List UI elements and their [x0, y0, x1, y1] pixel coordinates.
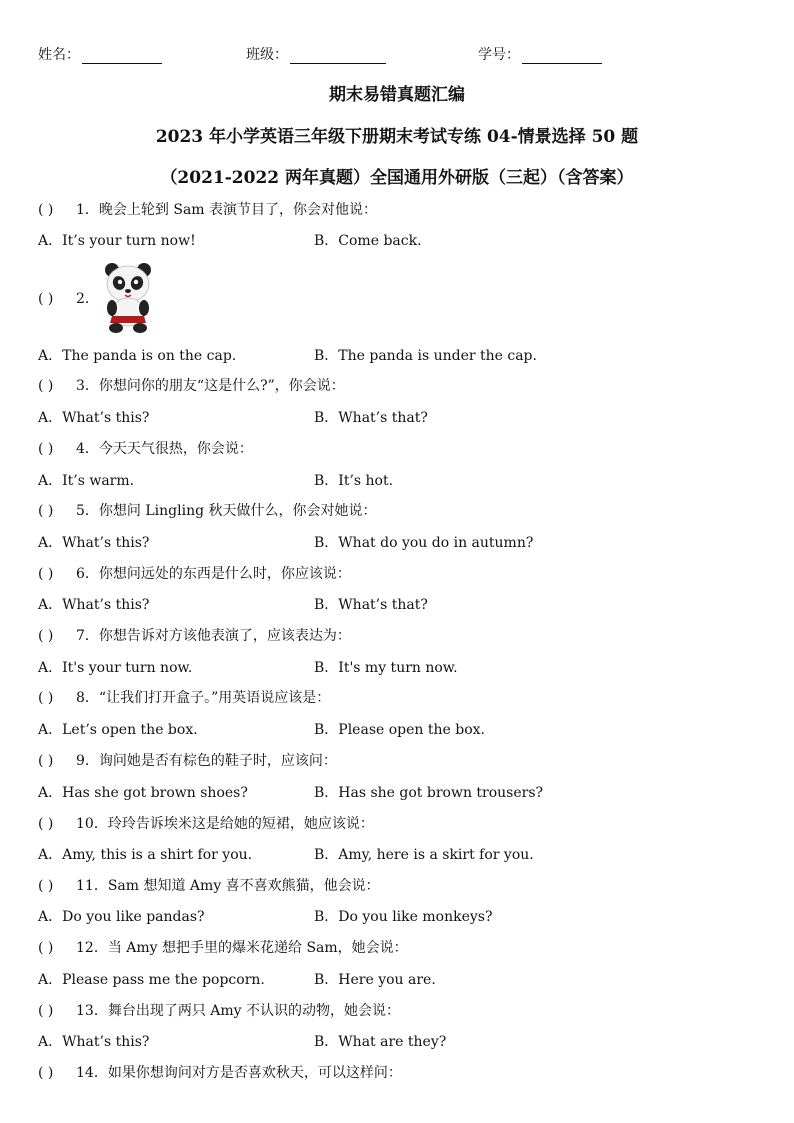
question-4 — [38, 440, 253, 458]
question-1 — [38, 201, 377, 219]
question-stem: 13．舞台出现了两只 Amy 不认识的动物，她会说： — [76, 1003, 401, 1019]
question-12 — [38, 939, 408, 957]
answer-bracket[interactable]: ( ) — [38, 690, 54, 706]
question-5 — [38, 502, 377, 520]
answer-bracket[interactable]: ( ) — [38, 753, 54, 769]
question-stem: 2． — [76, 291, 99, 307]
option-a[interactable]: A．Let’s open the box. — [38, 722, 198, 738]
option-a[interactable]: A．Please pass me the popcorn. — [38, 972, 265, 988]
question-8 — [38, 689, 330, 707]
option-a[interactable]: A．Has she got brown shoes? — [38, 785, 248, 801]
student-id-field — [478, 44, 602, 64]
answer-bracket[interactable]: ( ) — [38, 1065, 54, 1081]
question-14 — [38, 1064, 402, 1082]
question-3 — [38, 377, 345, 395]
option-b[interactable]: B．Please open the box. — [314, 722, 485, 738]
option-b[interactable]: B．It’s hot. — [314, 473, 394, 489]
answer-bracket[interactable]: ( ) — [38, 940, 54, 956]
answer-bracket[interactable]: ( ) — [38, 1003, 54, 1019]
question-11 — [38, 877, 380, 895]
question-stem: 11．Sam 想知道 Amy 喜不喜欢熊猫，他会说： — [76, 878, 380, 894]
option-a[interactable]: A．What’s this? — [38, 535, 150, 551]
answer-bracket[interactable]: ( ) — [38, 503, 54, 519]
option-b[interactable]: B．Come back. — [314, 233, 422, 249]
answer-bracket[interactable]: ( ) — [38, 878, 54, 894]
answer-bracket[interactable]: ( ) — [38, 816, 54, 832]
question-10 — [38, 815, 374, 833]
question-13 — [38, 1002, 400, 1020]
answer-bracket[interactable]: ( ) — [38, 202, 54, 218]
question-2 — [38, 290, 99, 308]
option-a[interactable]: A．What’s this? — [38, 597, 150, 613]
answer-bracket[interactable]: ( ) — [38, 628, 54, 644]
title-line-1: 期末易错真题汇编 — [329, 85, 465, 105]
option-b[interactable]: B．Amy, here is a skirt for you. — [314, 847, 534, 863]
question-stem: 5．你想问 Lingling 秋天做什么，你会对她说： — [76, 503, 377, 519]
question-stem: 1．晚会上轮到 Sam 表演节目了，你会对他说： — [76, 202, 378, 218]
name-field — [38, 44, 162, 64]
id-label: 学号： — [478, 47, 520, 63]
option-b[interactable]: B．It's my turn now. — [314, 660, 458, 676]
name-blank[interactable] — [82, 47, 162, 64]
name-label: 姓名： — [38, 47, 80, 63]
question-stem: 12．当 Amy 想把手里的爆米花递给 Sam，她会说： — [76, 940, 408, 956]
question-stem: 8．“让我们打开盒子。”用英语说应该是： — [76, 690, 331, 706]
class-blank[interactable] — [290, 47, 386, 64]
class-field — [246, 44, 386, 64]
option-a[interactable]: A．It's your turn now. — [38, 660, 193, 676]
title-line-3: （2021-2022 两年真题）全国通用外研版（三起）（含答案） — [160, 168, 634, 188]
option-a[interactable]: A．It’s your turn now! — [38, 233, 196, 249]
answer-bracket[interactable]: ( ) — [38, 566, 54, 582]
title-line-2: 2023 年小学英语三年级下册期末考试专练 04-情景选择 50 题 — [155, 127, 639, 147]
question-7 — [38, 627, 351, 645]
option-a[interactable]: A．Amy, this is a shirt for you. — [38, 847, 253, 863]
answer-bracket[interactable]: ( ) — [38, 441, 54, 457]
class-label: 班级： — [246, 47, 288, 63]
option-b[interactable]: B．The panda is under the cap. — [314, 348, 537, 364]
option-b[interactable]: B．Do you like monkeys? — [314, 909, 493, 925]
option-a[interactable]: A．Do you like pandas? — [38, 909, 205, 925]
id-blank[interactable] — [522, 47, 602, 64]
option-b[interactable]: B．What’s that? — [314, 597, 428, 613]
option-b[interactable]: B．What do you do in autumn? — [314, 535, 534, 551]
option-b[interactable]: B．Here you are. — [314, 972, 436, 988]
question-stem: 3．你想问你的朋友“这是什么?”，你会说： — [76, 378, 345, 394]
option-a[interactable]: A．What’s this? — [38, 1034, 150, 1050]
student-info-header — [0, 44, 794, 66]
option-a[interactable]: A．The panda is on the cap. — [38, 348, 237, 364]
question-stem: 14．如果你想询问对方是否喜欢秋天，可以这样问： — [76, 1065, 402, 1081]
question-stem: 4．今天天气很热，你会说： — [76, 441, 253, 457]
option-b[interactable]: B．Has she got brown trousers? — [314, 785, 544, 801]
question-stem: 10．玲玲告诉埃米这是给她的短裙，她应该说： — [76, 816, 374, 832]
answer-bracket[interactable]: ( ) — [38, 291, 54, 307]
panda-picture-icon — [98, 260, 158, 335]
question-stem: 9．询问她是否有棕色的鞋子时，应该问： — [76, 753, 337, 769]
question-stem: 6．你想问远处的东西是什么时，你应该说： — [76, 566, 351, 582]
question-9 — [38, 752, 337, 770]
option-a[interactable]: A．What’s this? — [38, 410, 150, 426]
answer-bracket[interactable]: ( ) — [38, 378, 54, 394]
option-b[interactable]: B．What’s that? — [314, 410, 428, 426]
question-stem: 7．你想告诉对方该他表演了，应该表达为： — [76, 628, 351, 644]
question-6 — [38, 565, 351, 583]
option-b[interactable]: B．What are they? — [314, 1034, 447, 1050]
option-a[interactable]: A．It’s warm. — [38, 473, 135, 489]
